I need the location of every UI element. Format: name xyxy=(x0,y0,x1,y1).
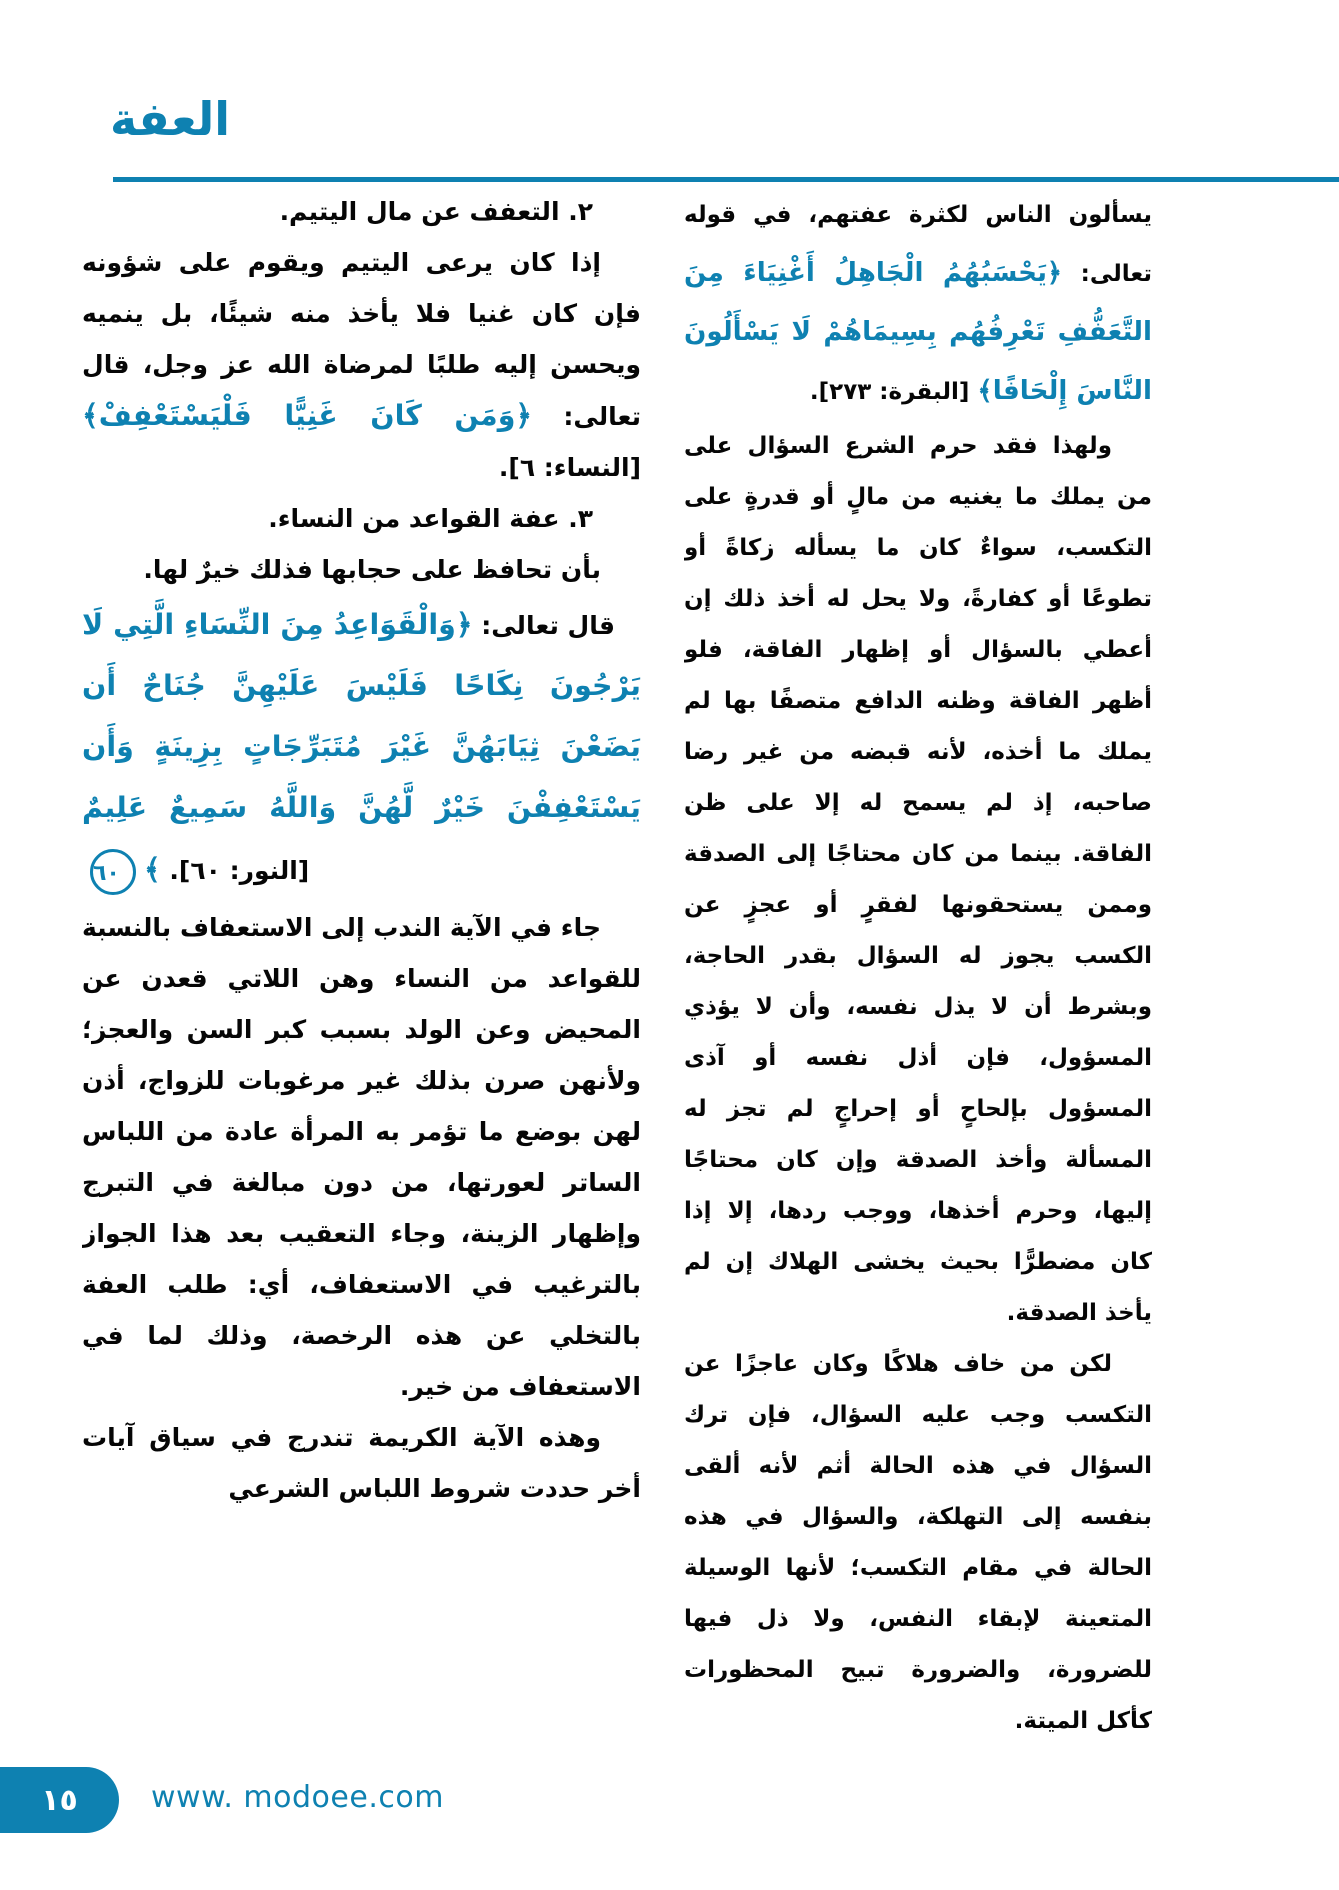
body-text: إذا كان يرعى اليتيم ويقوم على شؤونه فإن كان غنيا فلا يأخذ منه شيئًا، بل ينميه ويحسن إليه طلبًا لمرضاة الله عز وجل، قال تعالى: xyxy=(82,248,641,431)
paragraph xyxy=(82,544,641,595)
paragraph xyxy=(684,1339,1152,1747)
quran-verse-text: ﴿وَالْقَوَاعِدُ مِنَ النِّسَاءِ الَّتِي لَا يَرْجُونَ نِكَاحًا فَلَيْسَ عَلَيْهِنَّ جُنَاحٌ أَن يَضَعْنَ ثِيَابَهُنَّ غَيْرَ مُتَبَرِّجَاتٍ بِزِينَةٍ وَأَن يَسْتَعْفِفْنَ خَيْرٌ لَّهُنَّ وَاللَّهُ سَمِيعٌ عَلِيمٌ xyxy=(82,608,641,824)
quran-verse-text: ﴿وَمَن كَانَ غَنِيًّا فَلْيَسْتَعْفِفْ﴾ xyxy=(82,399,533,432)
body-text: قال تعالى: xyxy=(472,611,615,640)
body-text: جاء في الآية الندب إلى الاستعفاف بالنسبة للقواعد من النساء وهن اللاتي قعدن عن المحيض وعن الولد بسبب كبر السن والعجز؛ ولأنهن صرن بذلك غير مرغوبات للزواج، أذن لهن بوضع ما تؤمر به المرأة عادة من اللباس الساتر لعورتها، من دون مبالغة في التبرج وإظهار الزينة، وجاء التعقيب بعد هذا الجواز بالترغيب في الاستعفاف، أي: طلب العفة بالتخلي عن هذه الرخصة، وذلك لما في الاستعفاف من خير. xyxy=(82,913,641,1401)
quran-verse-text: ﴾ xyxy=(144,853,161,886)
website-url: www. modoee.com xyxy=(151,1780,444,1815)
body-text: [البقرة: ٢٧٣]. xyxy=(809,379,978,405)
paragraph xyxy=(82,595,641,839)
page-number: ١٥ xyxy=(41,1782,78,1818)
paragraph xyxy=(82,839,641,902)
section-heading xyxy=(82,493,641,544)
section-heading xyxy=(82,186,641,237)
body-text: لكن من خاف هلاكًا وكان عاجزًا عن التكسب وجب عليه السؤال، فإن ترك السؤال في هذه الحالة أثم لأنه ألقى بنفسه إلى التهلكة، والسؤال في هذه الحالة في مقام التكسب؛ لأنها الوسيلة المتعينة لإبقاء النفس، ولا ذل فيها للضرورة، والضرورة تبيح المحظورات كأكل الميتة. xyxy=(684,1351,1152,1734)
body-text: يسألون الناس لكثرة عفتهم، في قوله تعالى: xyxy=(684,202,1152,287)
page-title: العفة xyxy=(110,92,231,146)
page-number-badge xyxy=(0,1767,119,1833)
text-column-left xyxy=(82,186,641,1514)
body-text: [النور: ٦٠]. xyxy=(160,856,310,885)
text-column-right xyxy=(684,186,1152,1747)
body-text: وهذه الآية الكريمة تندرج في سياق آيات أخر حددت شروط اللباس الشرعي xyxy=(82,1423,641,1503)
body-text: بأن تحافظ على حجابها فذلك خيرٌ لها. xyxy=(143,555,601,584)
paragraph xyxy=(82,902,641,1412)
quran-verse-text: ﴿يَحْسَبُهُمُ الْجَاهِلُ أَغْنِيَاءَ مِنَ التَّعَفُّفِ تَعْرِفُهُم بِسِيمَاهُمْ لَا يَسْأَلُونَ النَّاسَ إِلْحَافًا﴾ xyxy=(684,258,1152,406)
body-text: ٢. التعفف عن مال اليتيم. xyxy=(279,197,593,226)
body-text: ٣. عفة القواعد من النساء. xyxy=(268,504,593,533)
header-rule xyxy=(113,177,1339,182)
body-text: [النساء: ٦]. xyxy=(498,453,641,482)
paragraph xyxy=(684,421,1152,1339)
ayah-number-medallion: ٦٠ xyxy=(90,849,136,895)
body-text: ولهذا فقد حرم الشرع السؤال على من يملك ما يغنيه من مالٍ أو قدرةٍ على التكسب، سواءٌ كان ما يسأله زكاةً أو تطوعًا أو كفارةً، ولا يحل له أخذ ذلك إن أعطي بالسؤال أو إظهار الفاقة، فلو أظهر الفاقة وظنه الدافع متصفًا بها لم يملك ما أخذه، لأنه قبضه من غير رضا صاحبه، إذ لم يسمح له إلا على ظن الفاقة. بينما من كان محتاجًا إلى الصدقة وممن يستحقونها لفقرٍ أو عجزٍ عن الكسب يجوز له السؤال بقدر الحاجة، وبشرط أن لا يذل نفسه، وأن لا يؤذي المسؤول، فإن أذل نفسه أو آذى المسؤول بإلحاحٍ أو إحراجٍ لم تجز له المسألة وأخذ الصدقة وإن كان محتاجًا إليها، وحرم أخذها، ووجب ردها، إلا إذا كان مضطرًّا بحيث يخشى الهلاك إن لم يأخذ الصدقة. xyxy=(684,433,1152,1326)
paragraph xyxy=(82,1412,641,1514)
paragraph xyxy=(684,186,1152,421)
paragraph xyxy=(82,237,641,493)
